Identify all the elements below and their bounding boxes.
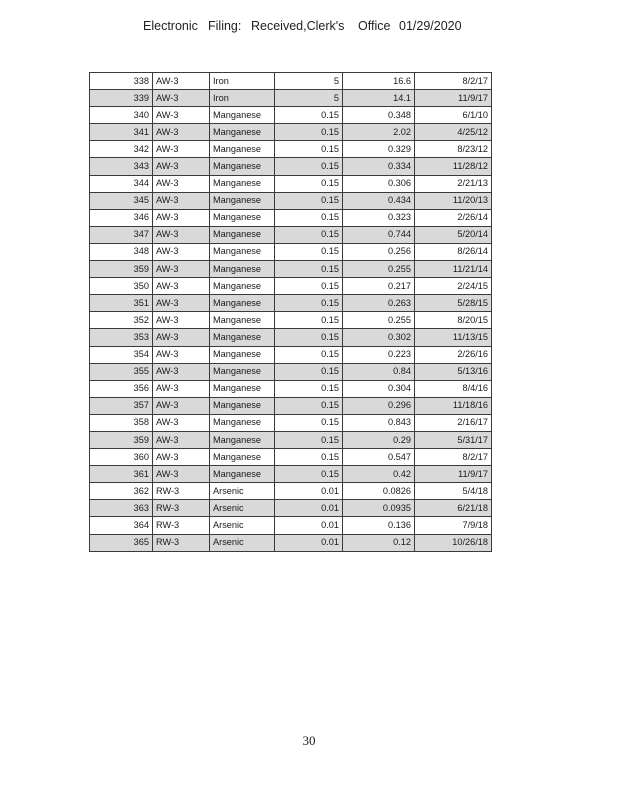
well-id-cell: AW-3 bbox=[153, 329, 210, 346]
standard-limit-cell: 0.15 bbox=[275, 363, 343, 380]
standard-limit-cell: 0.15 bbox=[275, 243, 343, 260]
result-value-cell: 0.0935 bbox=[343, 500, 415, 517]
standard-limit-cell: 0.15 bbox=[275, 397, 343, 414]
result-value-cell: 0.256 bbox=[343, 243, 415, 260]
table-row bbox=[90, 209, 492, 226]
parameter-cell: Arsenic bbox=[210, 483, 275, 500]
row-number-cell: 359 bbox=[90, 431, 153, 448]
well-id-cell: AW-3 bbox=[153, 466, 210, 483]
sample-date-cell: 8/20/15 bbox=[415, 312, 492, 329]
sample-date-cell: 11/20/13 bbox=[415, 192, 492, 209]
well-id-cell: RW-3 bbox=[153, 500, 210, 517]
result-value-cell: 0.217 bbox=[343, 278, 415, 295]
well-id-cell: AW-3 bbox=[153, 158, 210, 175]
result-value-cell: 0.306 bbox=[343, 175, 415, 192]
standard-limit-cell: 0.15 bbox=[275, 414, 343, 431]
well-id-cell: AW-3 bbox=[153, 346, 210, 363]
row-number-cell: 357 bbox=[90, 397, 153, 414]
parameter-cell: Manganese bbox=[210, 261, 275, 278]
standard-limit-cell: 0.15 bbox=[275, 192, 343, 209]
parameter-cell: Iron bbox=[210, 73, 275, 90]
well-id-cell: AW-3 bbox=[153, 261, 210, 278]
well-id-cell: RW-3 bbox=[153, 534, 210, 551]
standard-limit-cell: 0.15 bbox=[275, 107, 343, 124]
parameter-cell: Manganese bbox=[210, 226, 275, 243]
well-id-cell: AW-3 bbox=[153, 141, 210, 158]
row-number-cell: 356 bbox=[90, 380, 153, 397]
standard-limit-cell: 0.01 bbox=[275, 534, 343, 551]
sample-date-cell: 5/13/16 bbox=[415, 363, 492, 380]
table-row bbox=[90, 414, 492, 431]
well-id-cell: AW-3 bbox=[153, 449, 210, 466]
result-value-cell: 0.843 bbox=[343, 414, 415, 431]
table-row bbox=[90, 141, 492, 158]
parameter-cell: Manganese bbox=[210, 363, 275, 380]
row-number-cell: 338 bbox=[90, 73, 153, 90]
sample-date-cell: 4/25/12 bbox=[415, 124, 492, 141]
standard-limit-cell: 0.15 bbox=[275, 209, 343, 226]
row-number-cell: 341 bbox=[90, 124, 153, 141]
header-received: Received,Clerk's bbox=[251, 19, 345, 33]
parameter-cell: Manganese bbox=[210, 243, 275, 260]
standard-limit-cell: 0.01 bbox=[275, 517, 343, 534]
sample-date-cell: 2/24/15 bbox=[415, 278, 492, 295]
result-value-cell: 0.12 bbox=[343, 534, 415, 551]
well-id-cell: AW-3 bbox=[153, 312, 210, 329]
table-row bbox=[90, 534, 492, 551]
table-row bbox=[90, 73, 492, 90]
result-value-cell: 0.136 bbox=[343, 517, 415, 534]
sample-date-cell: 11/21/14 bbox=[415, 261, 492, 278]
well-id-cell: AW-3 bbox=[153, 73, 210, 90]
sample-date-cell: 8/2/17 bbox=[415, 449, 492, 466]
parameter-cell: Manganese bbox=[210, 107, 275, 124]
well-id-cell: RW-3 bbox=[153, 517, 210, 534]
table-row bbox=[90, 124, 492, 141]
table-body bbox=[90, 73, 492, 552]
header-electronic: Electronic bbox=[143, 19, 198, 33]
row-number-cell: 361 bbox=[90, 466, 153, 483]
table-row bbox=[90, 466, 492, 483]
well-id-cell: AW-3 bbox=[153, 431, 210, 448]
result-value-cell: 0.42 bbox=[343, 466, 415, 483]
sample-date-cell: 5/4/18 bbox=[415, 483, 492, 500]
well-id-cell: AW-3 bbox=[153, 124, 210, 141]
sample-date-cell: 7/9/18 bbox=[415, 517, 492, 534]
exceedance-data-table bbox=[89, 72, 492, 552]
header-office: Office bbox=[358, 19, 391, 33]
result-value-cell: 14.1 bbox=[343, 90, 415, 107]
result-value-cell: 0.302 bbox=[343, 329, 415, 346]
well-id-cell: AW-3 bbox=[153, 226, 210, 243]
result-value-cell: 0.434 bbox=[343, 192, 415, 209]
well-id-cell: AW-3 bbox=[153, 380, 210, 397]
row-number-cell: 342 bbox=[90, 141, 153, 158]
row-number-cell: 362 bbox=[90, 483, 153, 500]
standard-limit-cell: 0.15 bbox=[275, 175, 343, 192]
parameter-cell: Iron bbox=[210, 90, 275, 107]
table-row bbox=[90, 278, 492, 295]
standard-limit-cell: 0.15 bbox=[275, 295, 343, 312]
row-number-cell: 348 bbox=[90, 243, 153, 260]
row-number-cell: 358 bbox=[90, 414, 153, 431]
result-value-cell: 0.84 bbox=[343, 363, 415, 380]
header-date: 01/29/2020 bbox=[399, 19, 462, 33]
result-value-cell: 0.263 bbox=[343, 295, 415, 312]
sample-date-cell: 8/26/14 bbox=[415, 243, 492, 260]
parameter-cell: Manganese bbox=[210, 209, 275, 226]
standard-limit-cell: 0.15 bbox=[275, 431, 343, 448]
result-value-cell: 0.329 bbox=[343, 141, 415, 158]
row-number-cell: 359 bbox=[90, 261, 153, 278]
filing-stamp-header bbox=[0, 19, 618, 37]
table-row bbox=[90, 449, 492, 466]
sample-date-cell: 11/13/15 bbox=[415, 329, 492, 346]
row-number-cell: 353 bbox=[90, 329, 153, 346]
sample-date-cell: 11/9/17 bbox=[415, 466, 492, 483]
table-row bbox=[90, 483, 492, 500]
row-number-cell: 350 bbox=[90, 278, 153, 295]
standard-limit-cell: 5 bbox=[275, 73, 343, 90]
standard-limit-cell: 0.15 bbox=[275, 449, 343, 466]
well-id-cell: AW-3 bbox=[153, 107, 210, 124]
table-row bbox=[90, 295, 492, 312]
sample-date-cell: 10/26/18 bbox=[415, 534, 492, 551]
parameter-cell: Manganese bbox=[210, 175, 275, 192]
result-value-cell: 0.255 bbox=[343, 261, 415, 278]
sample-date-cell: 5/31/17 bbox=[415, 431, 492, 448]
table-row bbox=[90, 175, 492, 192]
table-row bbox=[90, 329, 492, 346]
table-row bbox=[90, 158, 492, 175]
standard-limit-cell: 0.15 bbox=[275, 158, 343, 175]
parameter-cell: Manganese bbox=[210, 278, 275, 295]
standard-limit-cell: 0.15 bbox=[275, 278, 343, 295]
standard-limit-cell: 0.15 bbox=[275, 226, 343, 243]
sample-date-cell: 6/21/18 bbox=[415, 500, 492, 517]
sample-date-cell: 2/26/16 bbox=[415, 346, 492, 363]
row-number-cell: 347 bbox=[90, 226, 153, 243]
row-number-cell: 364 bbox=[90, 517, 153, 534]
sample-date-cell: 2/16/17 bbox=[415, 414, 492, 431]
well-id-cell: AW-3 bbox=[153, 90, 210, 107]
table-row bbox=[90, 363, 492, 380]
table-row bbox=[90, 312, 492, 329]
parameter-cell: Manganese bbox=[210, 158, 275, 175]
result-value-cell: 16.6 bbox=[343, 73, 415, 90]
row-number-cell: 360 bbox=[90, 449, 153, 466]
table-row bbox=[90, 397, 492, 414]
sample-date-cell: 11/28/12 bbox=[415, 158, 492, 175]
table-row bbox=[90, 107, 492, 124]
standard-limit-cell: 0.15 bbox=[275, 312, 343, 329]
row-number-cell: 345 bbox=[90, 192, 153, 209]
table-row bbox=[90, 192, 492, 209]
table-row bbox=[90, 500, 492, 517]
parameter-cell: Manganese bbox=[210, 312, 275, 329]
well-id-cell: AW-3 bbox=[153, 243, 210, 260]
sample-date-cell: 6/1/10 bbox=[415, 107, 492, 124]
well-id-cell: AW-3 bbox=[153, 209, 210, 226]
standard-limit-cell: 0.15 bbox=[275, 141, 343, 158]
parameter-cell: Manganese bbox=[210, 295, 275, 312]
row-number-cell: 340 bbox=[90, 107, 153, 124]
well-id-cell: AW-3 bbox=[153, 295, 210, 312]
table-row bbox=[90, 346, 492, 363]
result-value-cell: 0.29 bbox=[343, 431, 415, 448]
parameter-cell: Manganese bbox=[210, 141, 275, 158]
well-id-cell: AW-3 bbox=[153, 175, 210, 192]
result-value-cell: 0.744 bbox=[343, 226, 415, 243]
result-value-cell: 0.323 bbox=[343, 209, 415, 226]
table-row bbox=[90, 226, 492, 243]
table-row bbox=[90, 431, 492, 448]
row-number-cell: 363 bbox=[90, 500, 153, 517]
sample-date-cell: 8/2/17 bbox=[415, 73, 492, 90]
result-value-cell: 0.296 bbox=[343, 397, 415, 414]
well-id-cell: AW-3 bbox=[153, 414, 210, 431]
result-value-cell: 2.02 bbox=[343, 124, 415, 141]
parameter-cell: Manganese bbox=[210, 192, 275, 209]
sample-date-cell: 11/9/17 bbox=[415, 90, 492, 107]
parameter-cell: Arsenic bbox=[210, 534, 275, 551]
well-id-cell: AW-3 bbox=[153, 192, 210, 209]
parameter-cell: Manganese bbox=[210, 431, 275, 448]
header-filing: Filing: bbox=[208, 19, 242, 33]
result-value-cell: 0.547 bbox=[343, 449, 415, 466]
page-number: 30 bbox=[302, 733, 316, 748]
well-id-cell: AW-3 bbox=[153, 278, 210, 295]
parameter-cell: Manganese bbox=[210, 124, 275, 141]
parameter-cell: Manganese bbox=[210, 397, 275, 414]
standard-limit-cell: 5 bbox=[275, 90, 343, 107]
table-row bbox=[90, 261, 492, 278]
result-value-cell: 0.223 bbox=[343, 346, 415, 363]
parameter-cell: Manganese bbox=[210, 329, 275, 346]
parameter-cell: Arsenic bbox=[210, 500, 275, 517]
well-id-cell: AW-3 bbox=[153, 397, 210, 414]
table-row bbox=[90, 243, 492, 260]
standard-limit-cell: 0.15 bbox=[275, 261, 343, 278]
table-row bbox=[90, 517, 492, 534]
standard-limit-cell: 0.15 bbox=[275, 346, 343, 363]
row-number-cell: 351 bbox=[90, 295, 153, 312]
standard-limit-cell: 0.15 bbox=[275, 380, 343, 397]
sample-date-cell: 2/21/13 bbox=[415, 175, 492, 192]
sample-date-cell: 5/20/14 bbox=[415, 226, 492, 243]
sample-date-cell: 11/18/16 bbox=[415, 397, 492, 414]
row-number-cell: 365 bbox=[90, 534, 153, 551]
parameter-cell: Manganese bbox=[210, 346, 275, 363]
table-row bbox=[90, 380, 492, 397]
row-number-cell: 344 bbox=[90, 175, 153, 192]
standard-limit-cell: 0.01 bbox=[275, 500, 343, 517]
result-value-cell: 0.0826 bbox=[343, 483, 415, 500]
standard-limit-cell: 0.15 bbox=[275, 124, 343, 141]
row-number-cell: 352 bbox=[90, 312, 153, 329]
well-id-cell: AW-3 bbox=[153, 363, 210, 380]
sample-date-cell: 5/28/15 bbox=[415, 295, 492, 312]
result-value-cell: 0.348 bbox=[343, 107, 415, 124]
parameter-cell: Manganese bbox=[210, 380, 275, 397]
result-value-cell: 0.304 bbox=[343, 380, 415, 397]
result-value-cell: 0.255 bbox=[343, 312, 415, 329]
row-number-cell: 355 bbox=[90, 363, 153, 380]
standard-limit-cell: 0.15 bbox=[275, 466, 343, 483]
sample-date-cell: 2/26/14 bbox=[415, 209, 492, 226]
standard-limit-cell: 0.15 bbox=[275, 329, 343, 346]
parameter-cell: Arsenic bbox=[210, 517, 275, 534]
row-number-cell: 346 bbox=[90, 209, 153, 226]
sample-date-cell: 8/4/16 bbox=[415, 380, 492, 397]
table-row bbox=[90, 90, 492, 107]
parameter-cell: Manganese bbox=[210, 414, 275, 431]
result-value-cell: 0.334 bbox=[343, 158, 415, 175]
row-number-cell: 354 bbox=[90, 346, 153, 363]
parameter-cell: Manganese bbox=[210, 466, 275, 483]
parameter-cell: Manganese bbox=[210, 449, 275, 466]
well-id-cell: RW-3 bbox=[153, 483, 210, 500]
standard-limit-cell: 0.01 bbox=[275, 483, 343, 500]
sample-date-cell: 8/23/12 bbox=[415, 141, 492, 158]
row-number-cell: 343 bbox=[90, 158, 153, 175]
row-number-cell: 339 bbox=[90, 90, 153, 107]
